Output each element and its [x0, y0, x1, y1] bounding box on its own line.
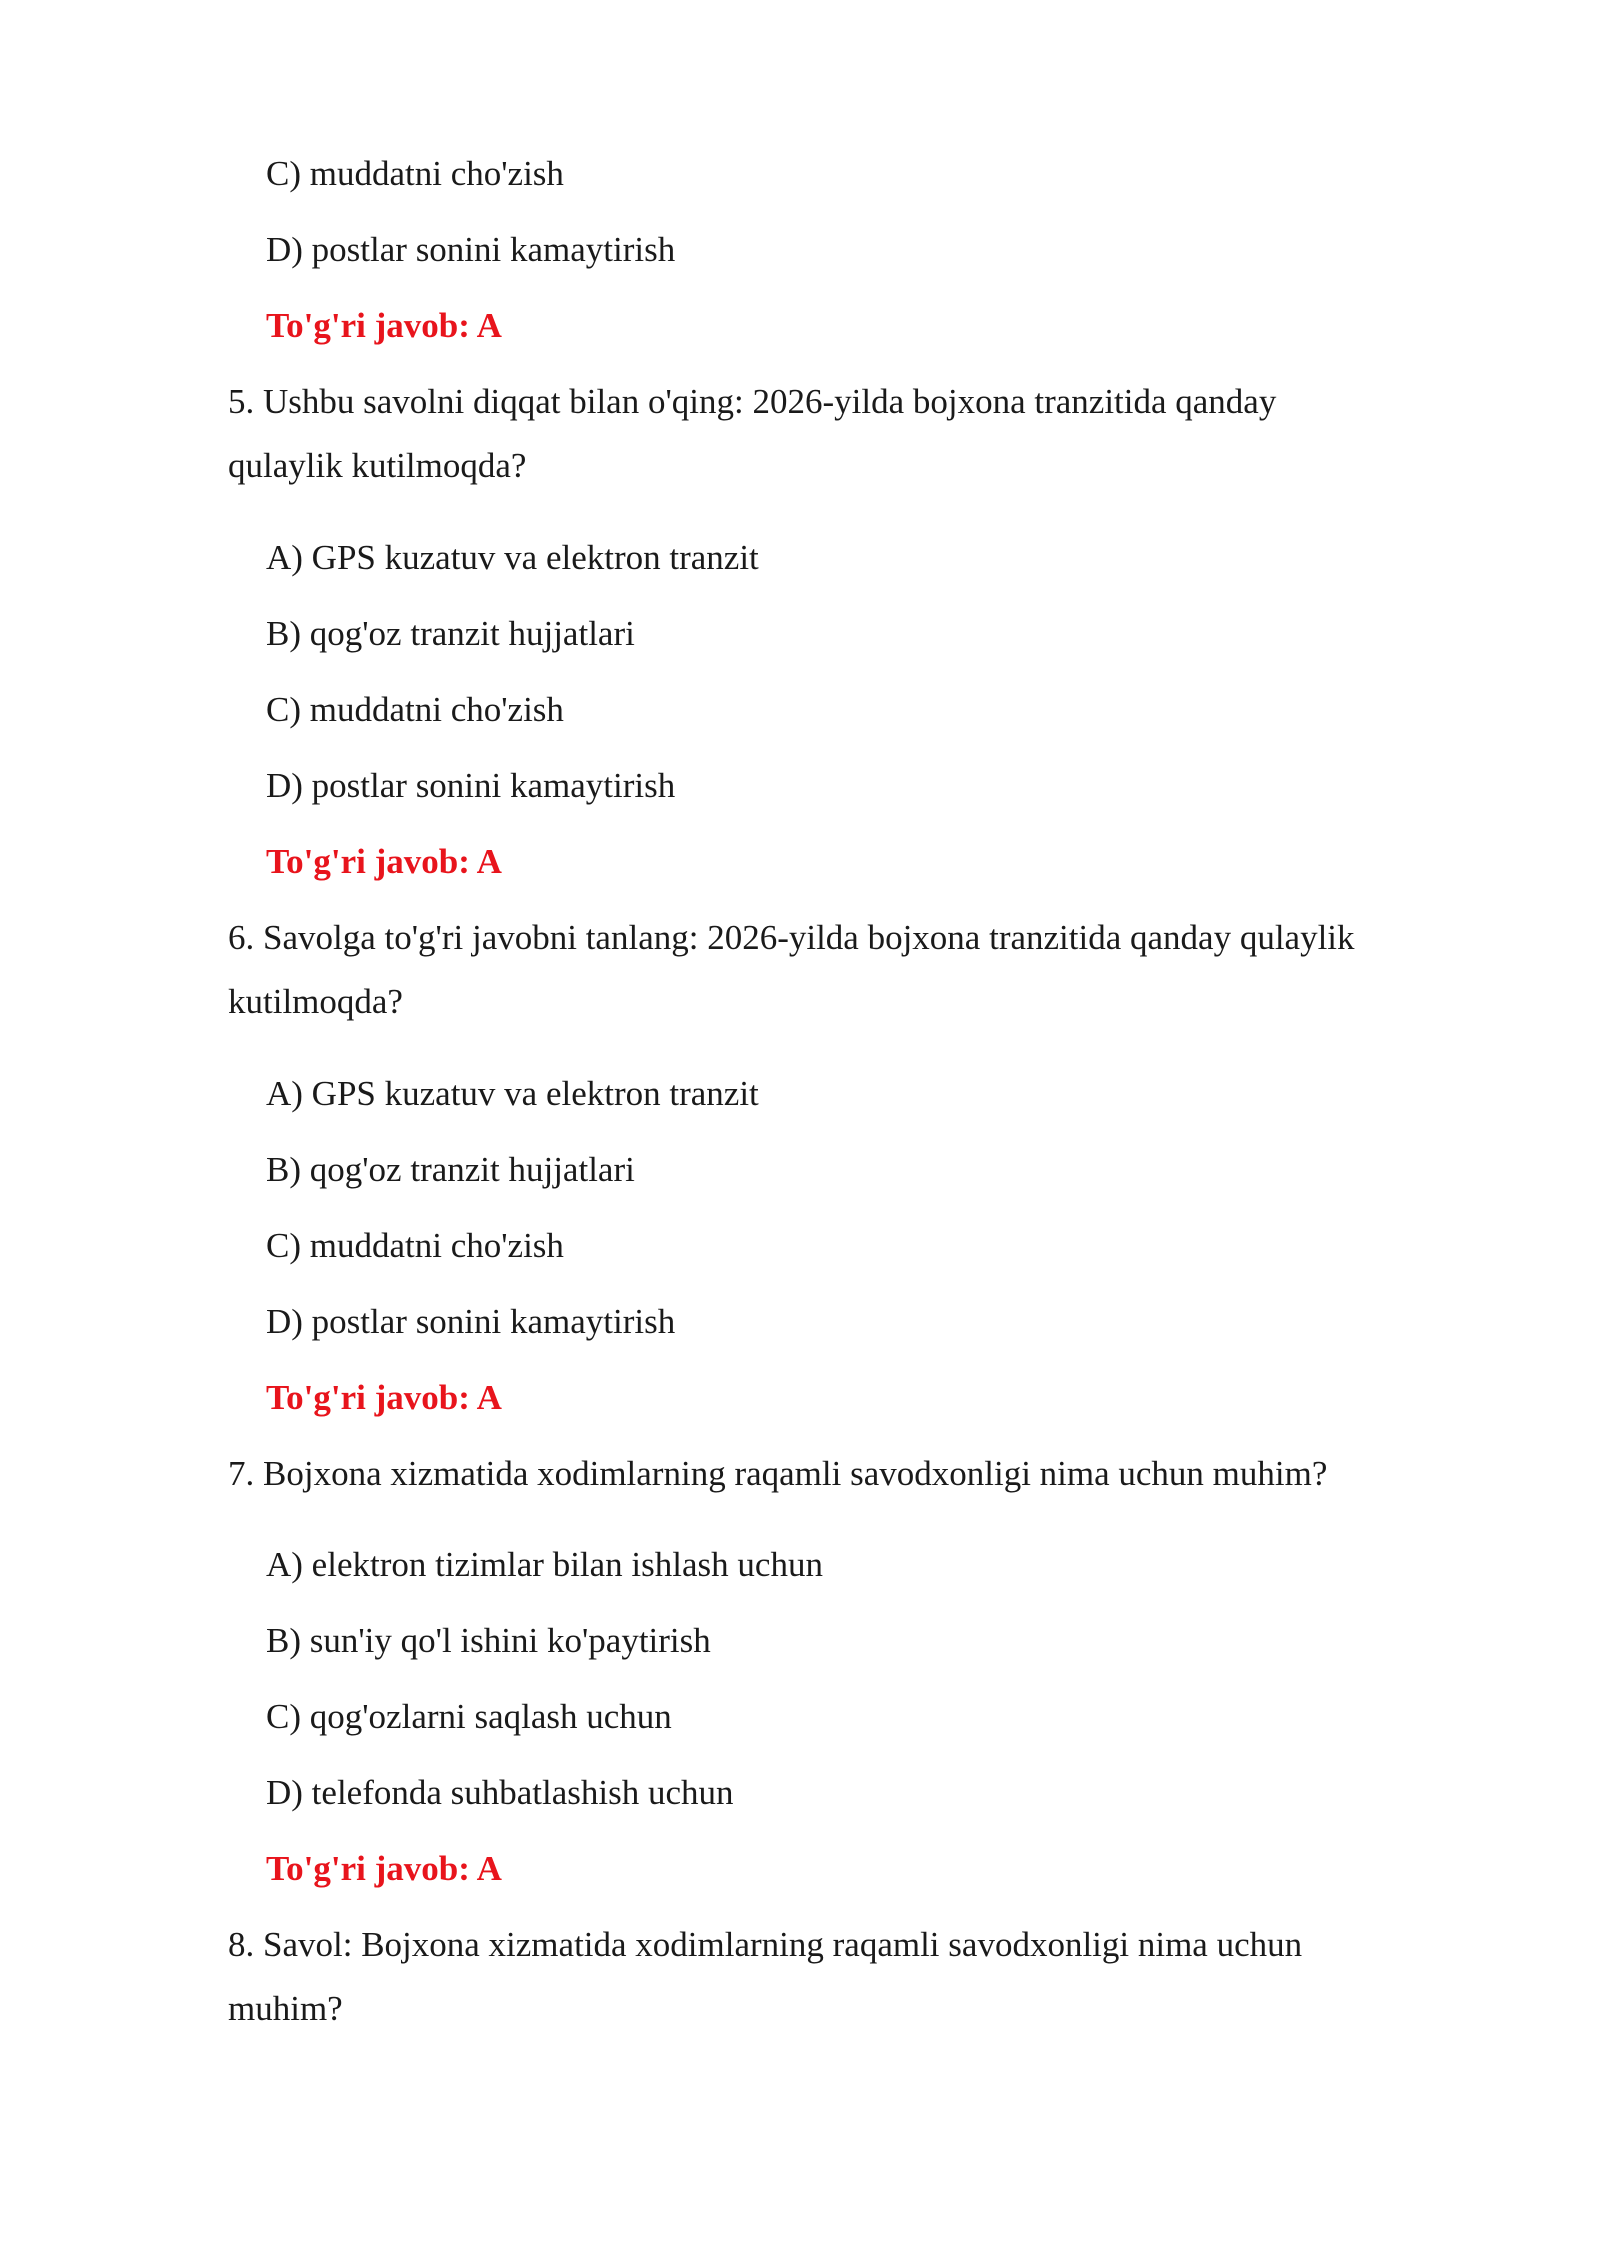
option-line: D) telefonda suhbatlashish uchun: [266, 1773, 734, 1812]
question-line: 5. Ushbu savolni diqqat bilan o'qing: 2026-yilda bojxona tranzitida qanday: [228, 382, 1277, 421]
question-line: muhim?: [228, 1989, 343, 2028]
question-line: qulaylik kutilmoqda?: [228, 446, 527, 485]
correct-answer: To'g'ri javob: A: [266, 842, 502, 881]
correct-answer: To'g'ri javob: A: [266, 1849, 502, 1888]
correct-answer: To'g'ri javob: A: [266, 306, 502, 345]
option-line: C) qog'ozlarni saqlash uchun: [266, 1697, 672, 1736]
question-line: 8. Savol: Bojxona xizmatida xodimlarning raqamli savodxonligi nima uchun: [228, 1925, 1303, 1964]
correct-answer: To'g'ri javob: A: [266, 1378, 502, 1417]
option-line: A) elektron tizimlar bilan ishlash uchun: [266, 1545, 823, 1584]
option-line: D) postlar sonini kamaytirish: [266, 1302, 676, 1341]
option-line: B) qog'oz tranzit hujjatlari: [266, 614, 635, 653]
question-line: 6. Savolga to'g'ri javobni tanlang: 2026-yilda bojxona tranzitida qanday qulaylik: [228, 918, 1355, 957]
option-line: B) sun'iy qo'l ishini ko'paytirish: [266, 1621, 711, 1660]
question-line: 7. Bojxona xizmatida xodimlarning raqamli savodxonligi nima uchun muhim?: [228, 1454, 1328, 1493]
option-line: C) muddatni cho'zish: [266, 1226, 564, 1265]
option-line: D) postlar sonini kamaytirish: [266, 766, 676, 805]
option-line: A) GPS kuzatuv va elektron tranzit: [266, 1074, 759, 1113]
option-line: C) muddatni cho'zish: [266, 154, 564, 193]
option-line: D) postlar sonini kamaytirish: [266, 230, 676, 269]
option-line: B) qog'oz tranzit hujjatlari: [266, 1150, 635, 1189]
question-line: kutilmoqda?: [228, 982, 403, 1021]
option-line: C) muddatni cho'zish: [266, 690, 564, 729]
option-line: A) GPS kuzatuv va elektron tranzit: [266, 538, 759, 577]
